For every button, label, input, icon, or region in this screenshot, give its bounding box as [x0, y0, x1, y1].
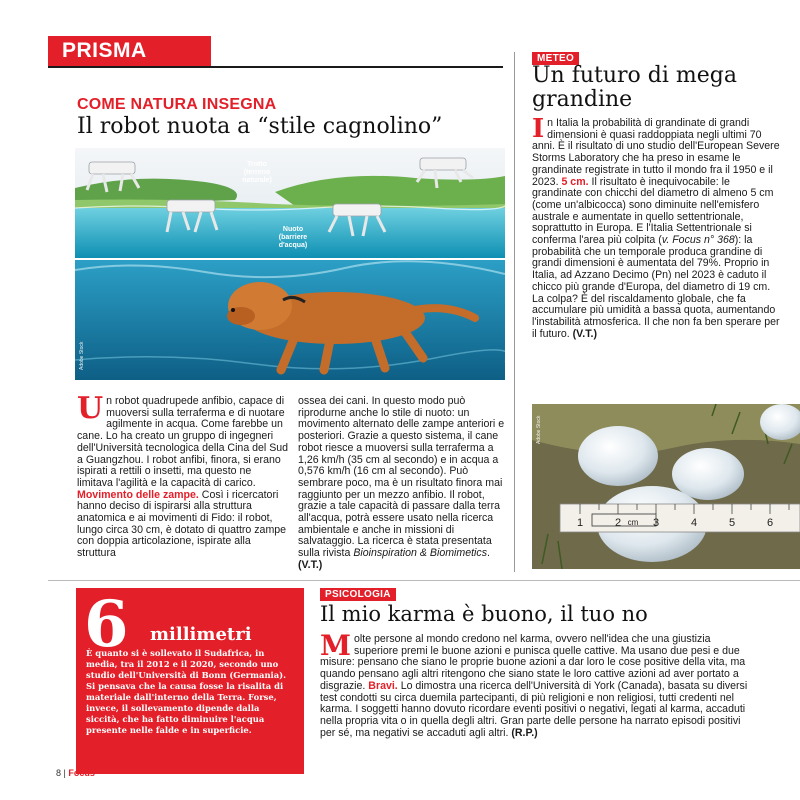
meteo-signoff: (V.T.)	[572, 327, 597, 340]
robot-headline: Il robot nuota a “stile cagnolino”	[77, 114, 443, 139]
robot-col-b-end: .	[487, 547, 490, 560]
meteo-ref: v. Focus n° 368	[661, 234, 735, 247]
section-rule	[48, 66, 503, 68]
hailstones-photo	[532, 404, 800, 569]
hail-photo-credit: Adobe Stock	[536, 415, 542, 444]
ruler-mark-2: 2	[614, 517, 622, 529]
ruler-mark-3: 3	[652, 517, 660, 529]
illus-label-trotto-1: Trotto	[247, 161, 267, 168]
psicologia-dropcap: M	[320, 629, 351, 662]
meteo-body	[532, 114, 780, 408]
meteo-tag: METEO	[532, 52, 579, 65]
meteo-dropcap: I	[532, 114, 545, 144]
illus-label-nuoto-2: (barriere	[278, 234, 308, 241]
robot-column-a	[77, 391, 289, 568]
ruler-mark-4: 4	[690, 517, 698, 529]
meteo-p2b: ): la probabilità che un temporale produca grandine di grandi dimensioni è aumentata del 79%. Proprio in Italia, ad Azzano Decimo (Pn) nel 2023 è caduto il chicco più grande d'Europa, del diametro di 19 cm. La colpa? È del riscaldamento globale, che fa accumulare più umidità a bassa quota, aumentando l'instabilità atmosferica. Il che non fa ben sperare per il futuro.	[532, 234, 780, 340]
robot-illustration	[75, 148, 505, 258]
ruler-mark-5: 5	[728, 517, 736, 529]
illus-label-nuoto-3: d'acqua)	[278, 242, 308, 249]
psicologia-title: Il mio karma è buono, il tuo no	[320, 602, 648, 626]
robot-col-a-p2: Così i ricercatori hanno deciso di ispirarsi alla struttura anatomica e ai movimenti di Fido: il robot, lungo circa 30 cm, è dotato di quattro zampe con doppia articolazione, ispirate alla struttura	[77, 488, 287, 560]
footer-separator: |	[61, 768, 69, 778]
bottom-rule	[48, 580, 800, 581]
psicologia-body	[320, 629, 750, 754]
meteo-title: Un futuro di mega grandine	[532, 63, 737, 112]
dog-swimming-photo	[75, 260, 505, 380]
section-tag: PRISMA	[48, 36, 211, 66]
fact-number: 6	[84, 587, 129, 662]
robot-journal: Bioinspiration & Biomimetics	[353, 547, 487, 560]
psicologia-tag: PSICOLOGIA	[320, 588, 396, 601]
ruler-mark-6: 6	[766, 517, 774, 529]
robot-column-b	[298, 396, 505, 571]
page-number: 8	[56, 768, 62, 778]
illus-label-trotto-3: naturale)	[242, 177, 272, 184]
ruler-unit: cm	[627, 518, 639, 527]
robot-col-b-p1: ossea dei cani. In questo modo può riprodurne anche lo stile di nuoto: un movimento alternato delle zampe anteriori e posteriori. Grazie a questo sistema, il cane robot riesce a muoversi sulla terraferma a 1,26 km/h (35 cm al secondo) e in acqua a 0,576 km/h (16 cm al secondo). Può sembrare poco, ma è un risultato finora mai raggiunto per un mezzo anfibio. Il robot, grazie a tale capacità di passare dalla terra all'acqua, potrà essere usato nella ricerca ambientale e anche in missioni di salvataggio. La ricerca è stata presentata sulla rivista	[298, 395, 505, 560]
page-footer	[56, 768, 95, 778]
meteo-p1: n Italia la probabilità di grandinate di grandi dimensioni è quasi raddoppiata negli ultimi 70 anni. È il risultato di uno studio dell'European Severe Storms Laboratory che ha preso in esame le grandinate registrate in tutto il mondo fra il 1950 e il 2023.	[532, 117, 780, 188]
robot-col-a-p1: n robot quadrupede anfibio, capace di muoversi sulla terraferma e di nuotare agilmente in acqua. Come farebbe un cane. Lo ha creato un gruppo di ingegneri dell'Università tecnologica della Cina del Sud a Guangzhou. I robot anfibi, finora, si erano ispirati a rettili o insetti, ma questo ne limitava l'agilità e la capacità di carico.	[77, 395, 289, 489]
robot-signoff: (V.T.)	[298, 558, 323, 571]
robot-col-a-lead: Movimento delle zampe.	[77, 488, 199, 501]
column-divider	[514, 52, 515, 572]
psicologia-lead: Bravi.	[368, 679, 398, 692]
robot-dropcap: U	[77, 391, 104, 426]
meteo-lead: 5 cm.	[561, 175, 589, 188]
fact-text: È quanto si è sollevato il Sudafrica, in media, tra il 2012 e il 2020, secondo uno studio dell'Università di Bonn (Germania). Si pensava che la causa fosse la risalita di materiale dall'interno della Terra. Forse, invece, il sollevamento dipende dalla siccità, che ha fatto diminuire l'acqua presente nelle falde e in superficie.	[86, 648, 287, 735]
fact-unit: millimetri	[150, 624, 252, 645]
robot-kicker: COME NATURA INSEGNA	[77, 96, 277, 113]
footer-brand: Focus	[68, 768, 95, 778]
dog-photo-credit: Adobe Stock	[79, 341, 85, 370]
psicologia-signoff: (R.P.)	[511, 726, 538, 739]
psicologia-p1: olte persone al mondo credono nel karma, ovvero nell'idea che una giustizia superiore premi le buone azioni e punisca quelle cattive. Ma usano due pesi e due misure: pensano che siano le proprie buone azioni a dar loro le cose positive della vita, ma quando pensano agli altri ritengono che siano state le loro cattive azioni ad aver portato a disgrazie.	[320, 633, 746, 692]
illus-label-nuoto-1: Nuoto	[282, 226, 304, 233]
illus-label-trotto-2: (terreno	[243, 169, 271, 176]
psicologia-p2: Lo dimostra una ricerca dell'Università di York (Canada), basata su diversi test condotti su circa duemila partecipanti, di più religioni e non religiosi, tutti credenti nel karma. I soggetti hanno dovuto ricordare eventi positivi o negativi, legati al karma, accaduti nella propria vita o in quella degli altri. Gran parte delle persone ha narrato episodi positivi per sé, ma negativi se accaduti agli altri.	[320, 679, 748, 739]
meteo-p2a: Il risultato è inequivocabile: le grandinate con chicchi del diametro di almeno 5 cm (come un'albicocca) sono diminuite nell'emisfero australe e aumentate in quello settentrionale, soprattutto in Europa. E l'Italia Settentrionale si conferma l'area più colpita (	[532, 175, 774, 247]
ruler-mark-1: 1	[576, 517, 584, 529]
